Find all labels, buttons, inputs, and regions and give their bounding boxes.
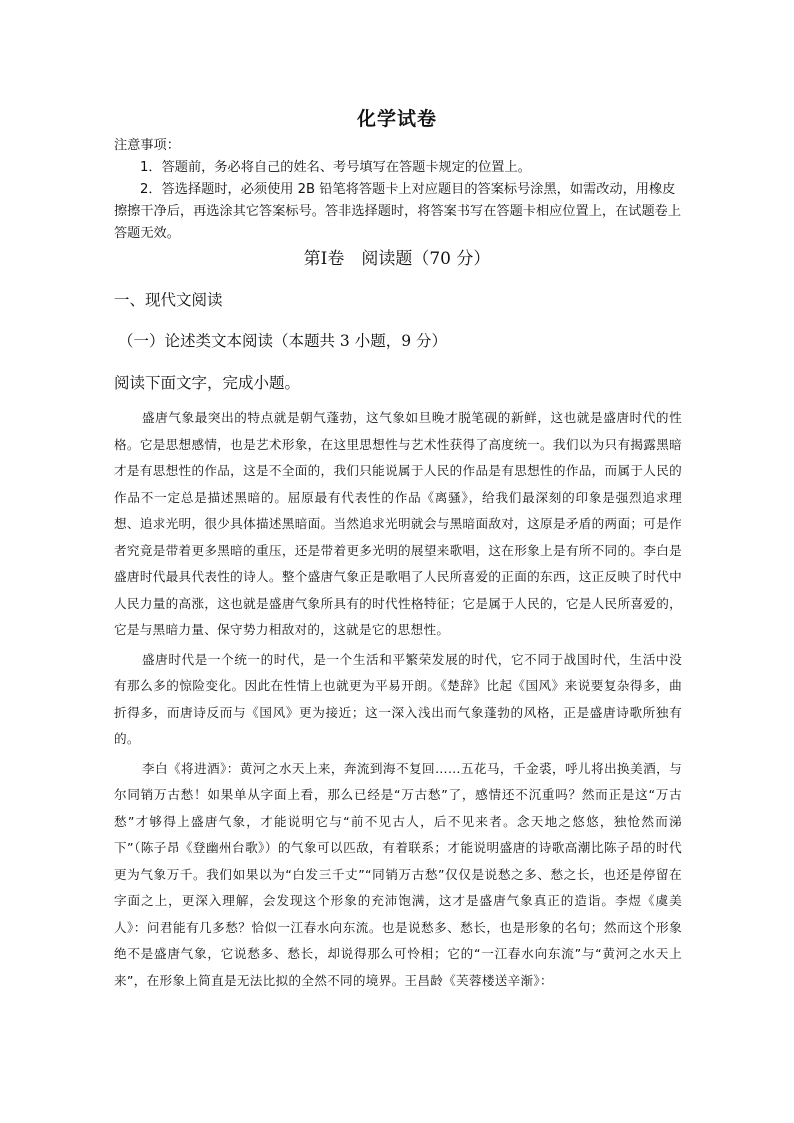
instruction: 阅读下面文字，完成小题。 (114, 374, 301, 392)
passage-paragraph: 盛唐气象最突出的特点就是朝气蓬勃，这气象如旦晚才脱笔砚的新鲜，这也就是盛唐时代的性格。它是思想感情，也是艺术形象，在这里思想性与艺术性获得了高度统一。我们以为只有揭露黑暗才是有思想性的作品，这是不全面的，我们只能说属于人民的作品是有思想性的作品，而属于人民的作品不一定总是描述黑暗的。屈原最有代表性的作品《离骚》，给我们最深刻的印象是强烈追求理想、追求光明，很少具体描述黑暗面。当然追求光明就会与黑暗面敌对，这原是矛盾的两面；可是作者究竟是带着更多黑暗的重压，还是带着更多光明的展望来歌唱，这在形象上是有所不同的。李白是盛唐时代最具代表性的诗人。整个盛唐气象正是歌唱了人民所喜爱的正面的东西，这正反映了时代中人民力量的高涨，这也就是盛唐气象所具有的时代性格特征；它是属于人民的，它是人民所喜爱的，它是与黑暗力量、保守势力相敌对的，这就是它的思想性。 (114, 410, 682, 637)
notice-block (114, 135, 684, 245)
section-title: 第Ⅰ卷 阅读题（70 分） (303, 249, 491, 269)
notice-heading: 注意事项： (114, 138, 180, 153)
reading-passage (114, 405, 682, 997)
sub-heading: （一）论述类文本阅读（本题共 3 小题，9 分） (118, 332, 448, 350)
notice-item: 1．答题前，务必将自己的姓名、考号填写在答题卡规定的位置上。 (140, 160, 531, 175)
passage-paragraph: 李白《将进酒》：黄河之水天上来，奔流到海不复回……五花马，千金裘，呼儿将出换美酒，与尔同销万古愁！如果单从字面上看，那么已经是“万古愁”了，感情还不沉重吗？然而正是这“万古愁”才够得上盛唐气象，才能说明它与“前不见古人，后不见来者。念天地之悠悠，独怆然而涕下”（陈子昂《登幽州台歌》）的气象可以匹敌，有着联系；才能说明盛唐的诗歌高潮比陈子昂的时代更为气象万千。我们如果以为“白发三千丈”“同销万古愁”仅仅是说愁之多、愁之长，也还是停留在字面之上，更深入理解，会发现这个形象的充沛饱满，这才是盛唐气象真正的造诣。李煜《虞美人》：问君能有几多愁？恰似一江春水向东流。也是说愁多、愁长，也是形象的名句；然而这个形象绝不是盛唐气象，它说愁多、愁长，却说得那么可怜相；它的“一江春水向东流”与“黄河之水天上来”，在形象上简直是无法比拟的全然不同的境界。王昌龄《芙蓉楼送辛渐》： (114, 760, 682, 988)
part-heading: 一、现代文阅读 (114, 291, 223, 309)
passage-paragraph: 盛唐时代是一个统一的时代，是一个生活和平繁荣发展的时代，它不同于战国时代，生活中没有那么多的惊险变化。因此在性情上也就更为平易开朗。《楚辞》比起《国风》来说要复杂得多，曲折得多，而唐诗反而与《国风》更为接近；这一深入浅出而气象蓬勃的风格，正是盛唐诗歌所独有的。 (114, 651, 682, 746)
page-title: 化学试卷 (356, 108, 437, 130)
notice-item: 2．答选择题时，必须使用 2B 铅笔将答题卡上对应题目的答案标号涂黑，如需改动，用橡皮擦擦干净后，再选涂其它答案标号。答非选择题时，将答案书写在答题卡相应位置上，在试题卷上答题无效。 (114, 182, 682, 241)
